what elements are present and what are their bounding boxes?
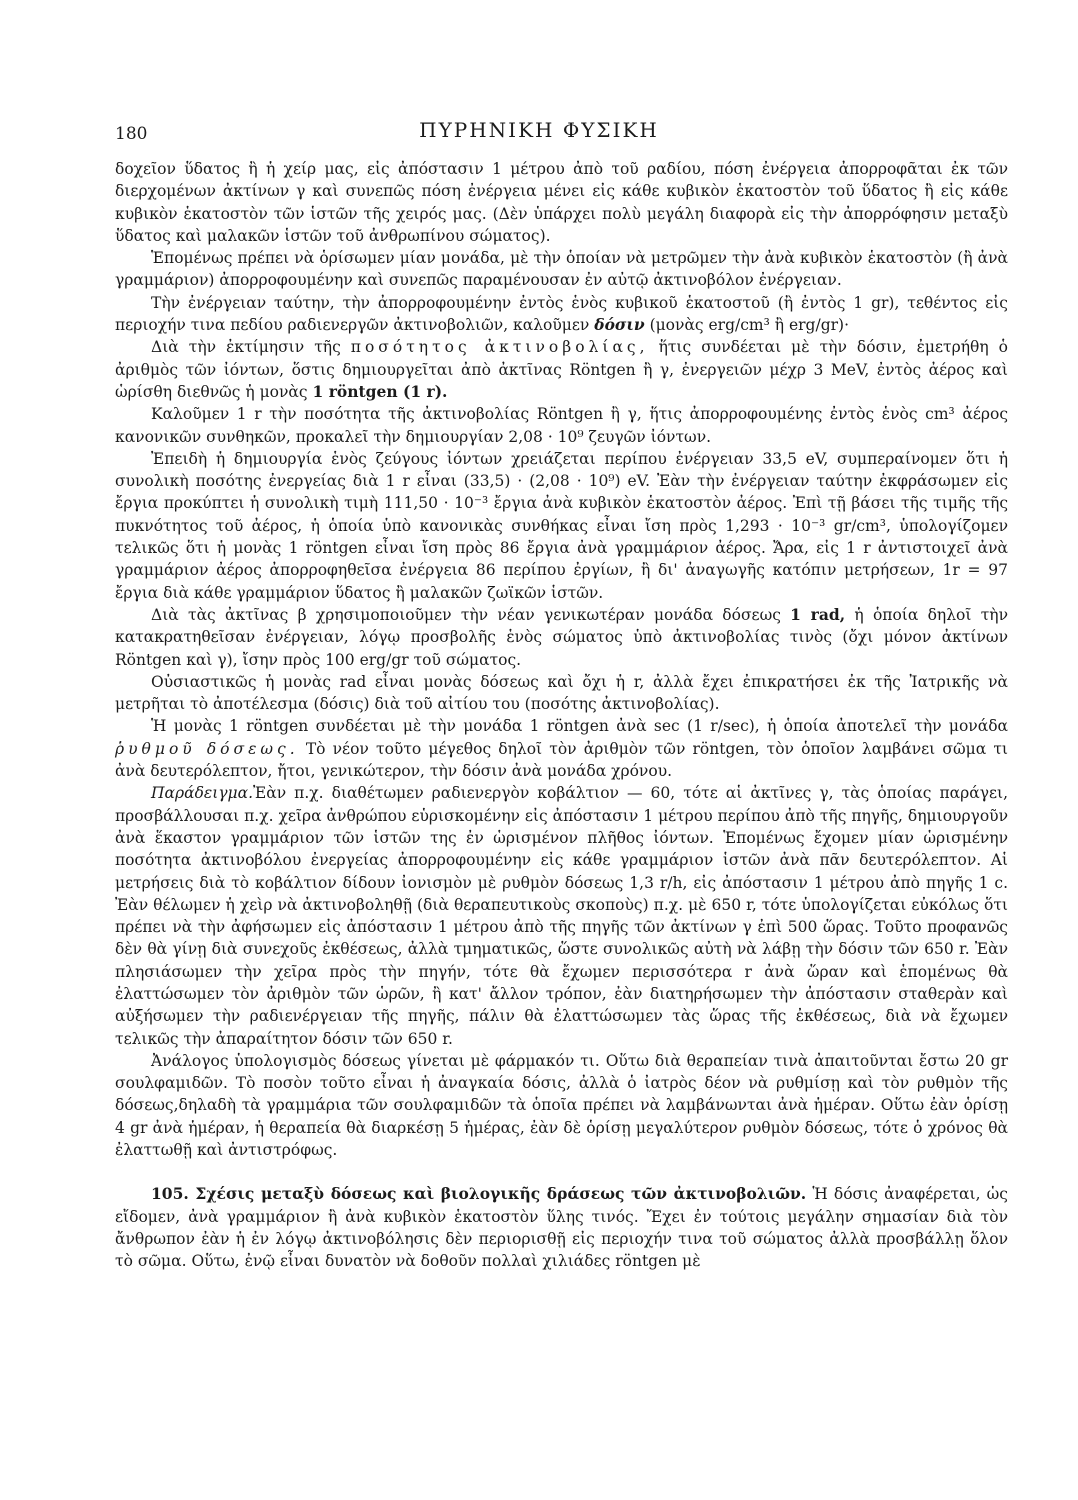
section-heading: 105. Σχέσις μεταξὺ δόσεως καὶ βιολογικῆς δράσεως τῶν ἀκτινοβολιῶν. <box>151 1184 807 1204</box>
paragraph-10 <box>115 782 1008 1050</box>
paragraph-7-text-a: Διὰ τὰς ἀκτῖνας β χρησιμοποιοῦμεν τὴν νέαν γενικωτέραν μονάδα δόσεως <box>151 605 781 624</box>
section-105 <box>115 1183 1008 1272</box>
paragraph-5: Καλοῦμεν 1 r τὴν ποσότητα τῆς ἀκτινοβολίας Röntgen ἢ γ, ἥτις ἀπορροφουμένης ἐντὸς ἑνὸς cm³ ἀέρος κανονικῶν συνθηκῶν, προκαλεῖ τὴν δημιουργίαν 2,08 · 10⁹ ζευγῶν ἰόντων. <box>115 405 1008 446</box>
paragraph-9 <box>115 715 1008 782</box>
term-dose-rate: ῥυθμοῦ δόσεως. <box>115 739 299 758</box>
page-number: 180 <box>115 124 148 144</box>
paragraph-4-text-a: Διὰ τὴν ἐκτίμησιν τῆς <box>151 338 341 357</box>
paragraph-2: Ἑπομένως πρέπει νὰ ὁρίσωμεν μίαν μονάδα, μὲ τὴν ὁποίαν νὰ μετρῶμεν τὴν ἀνὰ κυβικὸν ἑκατοστὸν (ἢ ἀνὰ γραμμάριον) ἀπορροφουμένην καὶ συνεπῶς παραμένουσαν ἐν αὐτῷ ἀκτινοβόλον ἐνέργειαν. <box>115 249 1008 290</box>
paragraph-4 <box>115 336 1008 403</box>
paragraph-8: Οὐσιαστικῶς ἡ μονὰς rad εἶναι μονὰς δόσεως καὶ ὄχι ἡ r, ἀλλὰ ἔχει ἐπικρατήσει ἐκ τῆς Ἰατρικῆς νὰ μετρῆται τὸ ἀποτέλεσμα (δόσις) διὰ τοῦ αἰτίου του (ποσότης ἀκτινοβολίας). <box>115 672 1008 714</box>
term-radiation-quantity: ποσότητος ἀκτινοβολίας, <box>350 338 649 357</box>
paragraph-7-text-b: ἡ ὁποία δηλοῖ τὴν κατακρατηθεῖσαν ἐνέργειαν, λόγῳ προσβολῆς ἑνὸς σώματος ὑπὸ ἀκτινοβολίας τινὸς (ὄχι μόνον ἀκτίνων Röntgen καὶ γ), ἴσην πρὸς 100 erg/gr τοῦ σώματος. <box>115 605 1008 669</box>
body-text <box>115 158 1008 1273</box>
section-text: Ἡ δόσις ἀναφέρεται, ὡς εἴδομεν, ἀνὰ γραμμάριον ἢ ἀνὰ κυβικὸν ἑκατοστὸν ὕλης τινός. Ἔχει ἐν τούτοις μεγάλην σημασίαν διὰ τὸν ἄνθρωπον ἐὰν ἡ ἐν λόγῳ ἀκτινοβόλησις δὲν περιορισθῇ εἰς περιοχήν τινα τοῦ σώματος ἀλλὰ προσβάλλῃ ὅλον τὸ σῶμα. Οὕτω, ἐνῷ εἶναι δυνατὸν νὰ δοθοῦν πολλαὶ χιλιάδες röntgen μὲ <box>115 1185 1008 1271</box>
paragraph-9-text-b: Τὸ νέον τοῦτο μέγεθος δηλοῖ τὸν ἀριθμὸν τῶν röntgen, τὸν ὁποῖον λαμβάνει σῶμα τι ἀνὰ δευτερόλεπτον, ἤτοι, γενικώτερον, τὴν δόσιν ἀνὰ μονάδα χρόνου. <box>115 739 1008 781</box>
running-title: ΠΥΡΗΝΙΚΗ ΦΥΣΙΚΗ <box>419 118 659 142</box>
term-dose: δόσιν <box>594 315 645 335</box>
unit-rad: 1 rad, <box>790 604 846 624</box>
paragraph-3 <box>115 292 1008 337</box>
unit-roentgen: 1 röntgen (1 r). <box>312 381 448 401</box>
paragraph-4-text-b: ἥτις συνδέεται μὲ τὴν δόσιν, ἐμετρήθη ὁ ἀριθμὸς τῶν ἰόντων, ὅστις δημιουργεῖται ἀπὸ ἀκτῖνας Röntgen ἢ γ, ἐνεργειῶν μέχρ 3 MeV, ἐντὸς ἀέρος καὶ ὡρίσθη διεθνῶς ἡ μονὰς <box>115 338 1008 401</box>
paragraph-6: Ἐπειδὴ ἡ δημιουργία ἑνὸς ζεύγους ἰόντων χρειάζεται περίπου ἐνέργειαν 33,5 eV, συμπεραίνομεν ὅτι ἡ συνολικὴ ποσότης ἐνεργείας διὰ 1 r εἶναι (33,5) · (2,08 · 10⁹) eV. Ἐὰν τὴν ἐνέργειαν ταύτην ἐκφράσωμεν εἰς ἔργια προκύπτει ἡ συνολικὴ τιμὴ 111,50 · 10⁻³ ἔργια ἀνὰ κυβικὸν ἑκατοστὸν ἀέρος. Ἐπὶ τῇ βάσει τῆς τιμῆς τῆς πυκνότητος τοῦ ἀέρος, ἡ ὁποία ὑπὸ κανονικὰς συνθήκας εἶναι ἴση πρὸς 1,293 · 10⁻³ gr/cm³, ὑπολογίζομεν τελικῶς ὅτι ἡ μονὰς 1 röntgen εἶναι ἴση πρὸς 86 ἔργια ἀνὰ γραμμάριον ἀέρος. Ἄρα, εἰς 1 r ἀντιστοιχεῖ ἀνὰ γραμμάριον ἀέρος ἀπορροφηθεῖσα ἐνέργεια 86 περίπου ἐργίων, ἢ δι' ἀναγωγῆς κατόπιν μετρήσεων, 1r = 97 ἔργια διὰ κάθε γραμμάριον ὕδατος ἢ μαλακῶν ζωϊκῶν ἱστῶν. <box>115 449 1008 602</box>
paragraph-7 <box>115 604 1008 671</box>
paragraph-1: δοχεῖον ὕδατος ἢ ἡ χείρ μας, εἰς ἀπόστασιν 1 μέτρου ἀπὸ τοῦ ραδίου, πόση ἐνέργεια ἀπορροφᾶται ἐκ τῶν διερχομένων ἀκτίνων γ καὶ συνεπῶς πόση ἐνέργεια μένει εἰς κάθε κυβικὸν ἑκατοστὸν τοῦ ὕδατος ἢ εἰς κάθε κυβικὸν ἑκατοστὸν τῶν ἱστῶν τῆς χειρός μας. (Δὲν ὑπάρχει πολὺ μεγάλη διαφορὰ εἰς τὴν ἀπορρόφησιν μεταξὺ ὕδατος καὶ μαλακῶν ἱστῶν τοῦ ἀνθρωπίνου σώματος). <box>115 160 1008 245</box>
paragraph-3-text-b: (μονὰς erg/cm³ ἢ erg/gr)· <box>649 316 850 335</box>
paragraph-10-text: Ἐὰν π.χ. διαθέτωμεν ραδιενεργὸν κοβάλτιον — 60, τότε αἱ ἀκτῖνες γ, τὰς ὁποίας παράγει, προσβάλλουσαι π.χ. χεῖρα ἀνθρώπου εὑρισκομένην εἰς ἀπόστασιν 1 μέτρου περίπου ἀπὸ τῆς πηγῆς, δημιουργοῦν ἀνὰ ἕκαστον γραμμάριον τῶν ἱστῶν της ἐν ὡρισμένον πλῆθος ἰόντων. Ἑπομένως ἔχομεν μίαν ὡρισμένην ποσότητα ἀκτινοβόλου ἐνεργείας ἀπορροφουμένην εἰς κάθε γραμμάριον ἱστῶν ἀνὰ πᾶν δευτερόλεπτον. Αἱ μετρήσεις διὰ τὸ κοβάλτιον δίδουν ἰονισμὸν μὲ ρυθμὸν δόσεως 1,3 r/h, εἰς ἀπόστασιν 1 μέτρου ἀπὸ πηγῆς 1 c. Ἐὰν θέλωμεν ἡ χεὶρ νὰ ἀκτινοβοληθῇ (διὰ θεραπευτικοὺς σκοποὺς) π.χ. μὲ 650 r, τότε ὑπολογίζεται εὐκόλως ὅτι πρέπει νὰ τὴν ἀφήσωμεν εἰς ἀπόστασιν 1 μέτρου ἀπὸ τῆς πηγῆς τῶν ἀκτίνων γ ἐπὶ 500 ὥρας. Τοῦτο προφανῶς δὲν θὰ γίνῃ διὰ συνεχοῦς ἐκθέσεως, ἀλλὰ τμηματικῶς, ὥστε συνολικῶς αὐτὴ νὰ λάβῃ τὴν δόσιν τῶν 650 r. Ἐὰν πλησιάσωμεν τὴν χεῖρα πρὸς τὴν πηγήν, τότε θὰ ἔχωμεν περισσότερα r ἀνὰ ὥραν καὶ ἑπομένως θὰ ἐλαττώσωμεν τὸν ἀριθμὸν τῶν ὡρῶν, ἢ κατ' ἄλλον τρόπον, ἐὰν διατηρήσωμεν τὴν ἀπόστασιν σταθερὰν καὶ αὐξήσωμεν τὴν ραδιενέργειαν τῆς πηγῆς, πάλιν θὰ ἐλαττώσωμεν τὰς ὥρας τῆς ἐκθέσεως, διὰ νὰ ἔχωμεν τελικῶς τὴν ἀπαραίτητον δόσιν τῶν 650 r. <box>115 784 1008 1048</box>
example-label: Παράδειγμα. <box>151 784 254 803</box>
paragraph-11: Ἀνάλογος ὑπολογισμὸς δόσεως γίνεται μὲ φάρμακόν τι. Οὕτω διὰ θεραπείαν τινὰ ἀπαιτοῦνται ἔστω 20 gr σουλφαμιδῶν. Τὸ ποσὸν τοῦτο εἶναι ἡ ἀναγκαία δόσις, ἀλλὰ ὁ ἰατρὸς δέον νὰ ρυθμίσῃ καὶ τὸν ρυθμὸν τῆς δόσεως,δηλαδὴ τὰ γραμμάρια τῶν σουλφαμιδῶν τὰ ὁποῖα πρέπει νὰ λαμβάνωνται ἀνὰ ἡμέραν. Οὕτω ἐὰν ὁρίσῃ 4 gr ἀνὰ ἡμέραν, ἡ θεραπεία θὰ διαρκέσῃ 5 ἡμέρας, ἐὰν δὲ ὁρίσῃ μεγαλύτερον ρυθμὸν δόσεως, τότε ὁ χρόνος θὰ ἐλαττωθῇ καὶ ἀντιστρόφως. <box>115 1051 1008 1160</box>
paragraph-9-text-a: Ἡ μονὰς 1 röntgen συνδέεται μὲ τὴν μονάδα 1 röntgen ἀνὰ sec (1 r/sec), ἡ ὁποία ἀποτελεῖ τὴν μονάδα <box>151 717 1008 736</box>
paragraph-3-text-a: Τὴν ἐνέργειαν ταύτην, τὴν ἀπορροφουμένην ἐντὸς ἑνὸς κυβικοῦ ἑκατοστοῦ (ἢ ἐντὸς 1 gr), τεθέντος εἰς περιοχήν τινα πεδίου ραδιενεργῶν ἀκτινοβολιῶν, καλοῦμεν <box>115 293 1008 335</box>
